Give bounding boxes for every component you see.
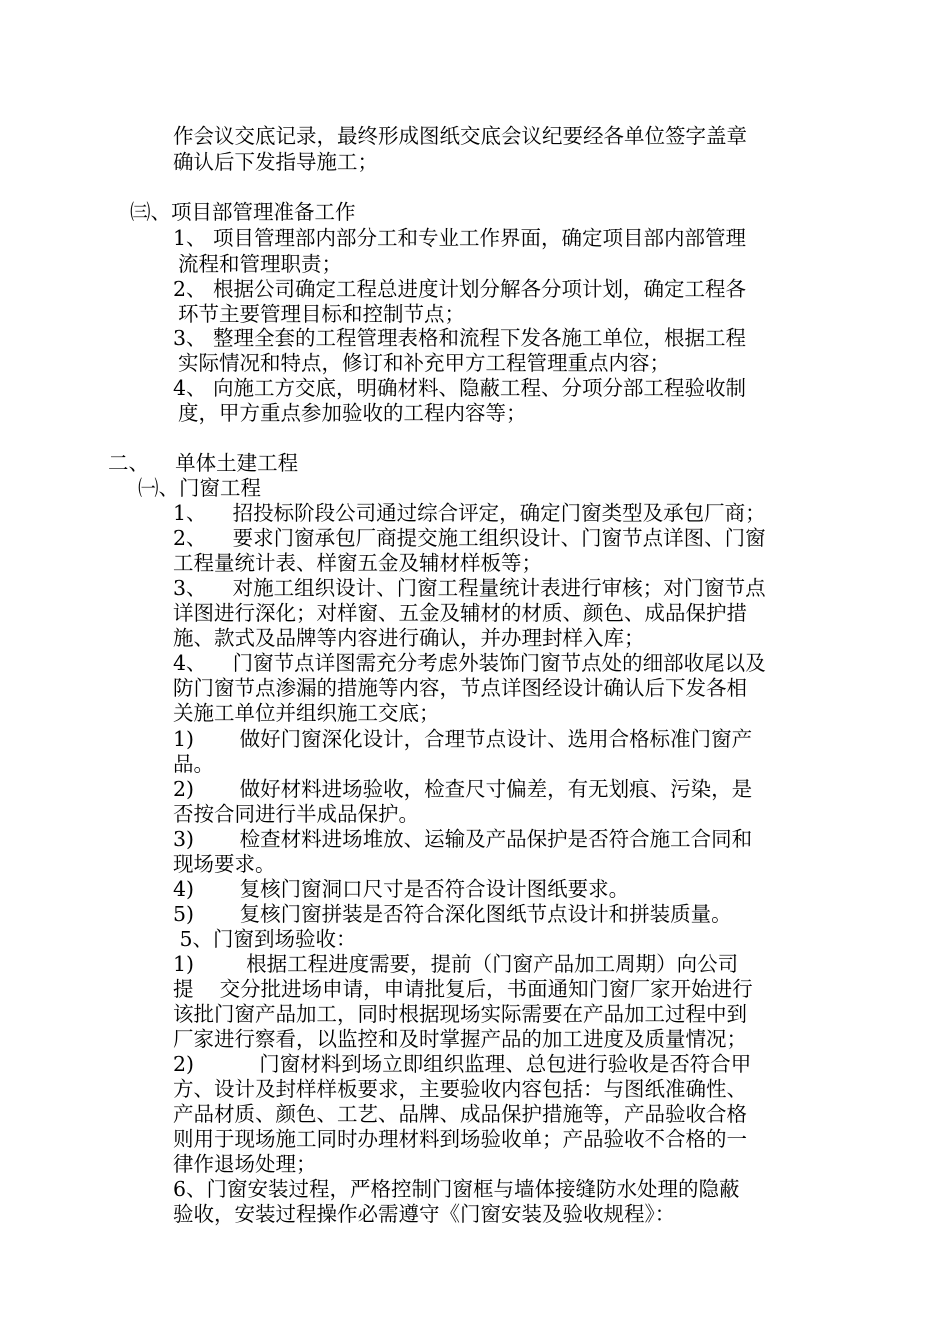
paragraph-line: 方、设计及封样样板要求，主要验收内容包括：与图纸准确性、 bbox=[173, 1077, 747, 1101]
section-heading: ㈢、项目部管理准备工作 bbox=[130, 200, 356, 224]
list-item: 2、 根据公司确定工程总进度计划分解各分项计划，确定工程各 bbox=[173, 277, 747, 301]
paragraph-line: 施、款式及品牌等内容进行确认，并办理封样入库； bbox=[173, 626, 645, 650]
chapter-heading: 二、 单体土建工程 bbox=[108, 451, 299, 475]
paragraph-line: 流程和管理职责； bbox=[178, 252, 342, 276]
paragraph-line: 则用于现场施工同时办理材料到场验收单；产品验收不合格的一 bbox=[173, 1127, 747, 1151]
list-item: 4、 向施工方交底，明确材料、隐蔽工程、分项分部工程验收制 bbox=[173, 376, 747, 400]
paragraph-line: 厂家进行察看，以监控和及时掌握产品的加工进度及质量情况； bbox=[173, 1027, 747, 1051]
paragraph-line: 否按合同进行半成品保护。 bbox=[173, 802, 419, 826]
paragraph-line: 工程量统计表、样窗五金及辅材样板等； bbox=[173, 551, 542, 575]
list-item: 3、 对施工组织设计、门窗工程量统计表进行审核；对门窗节点 bbox=[173, 576, 766, 600]
list-item: 6、门窗安装过程，严格控制门窗框与墙体接缝防水处理的隐蔽 bbox=[173, 1177, 740, 1201]
sub-list-item: 2) 做好材料进场验收，检查尺寸偏差，有无划痕、污染，是 bbox=[173, 777, 753, 801]
list-item: 5、门窗到场验收： bbox=[173, 927, 357, 951]
list-item: 4、 门窗节点详图需充分考虑外装饰门窗节点处的细部收尾以及 bbox=[173, 651, 766, 675]
paragraph-line: 现场要求。 bbox=[173, 852, 276, 876]
paragraph-line: 详图进行深化；对样窗、五金及辅材的材质、颜色、成品保护措 bbox=[173, 601, 747, 625]
paragraph-line: 关施工单位并组织施工交底； bbox=[173, 701, 440, 725]
paragraph-line: 作会议交底记录，最终形成图纸交底会议纪要经各单位签字盖章 bbox=[173, 124, 747, 148]
sub-list-item: 3) 检查材料进场堆放、运输及产品保护是否符合施工合同和 bbox=[173, 827, 753, 851]
section-heading: ㈠、门窗工程 bbox=[138, 476, 261, 500]
sub-list-item: 2) 门窗材料到场立即组织监理、总包进行验收是否符合甲 bbox=[173, 1052, 752, 1076]
sub-list-item: 1) 根据工程进度需要，提前（门窗产品加工周期）向公司 bbox=[173, 952, 739, 976]
sub-list-item: 4) 复核门窗洞口尺寸是否符合设计图纸要求。 bbox=[173, 877, 630, 901]
paragraph-line: 品。 bbox=[173, 752, 214, 776]
paragraph-line: 验收，安装过程操作必需遵守《门窗安装及验收规程》： bbox=[173, 1202, 676, 1226]
paragraph-line: 防门窗节点渗漏的措施等内容，节点详图经设计确认后下发各相 bbox=[173, 676, 747, 700]
sub-list-item: 5) 复核门窗拼装是否符合深化图纸节点设计和拼装质量。 bbox=[173, 902, 732, 926]
sub-list-item: 1) 做好门窗深化设计，合理节点设计、选用合格标准门窗产 bbox=[173, 727, 753, 751]
list-item: 3、 整理全套的工程管理表格和流程下发各施工单位，根据工程 bbox=[173, 326, 747, 350]
paragraph-line: 环节主要管理目标和控制节点； bbox=[178, 302, 465, 326]
list-item: 1、 招投标阶段公司通过综合评定，确定门窗类型及承包厂商； bbox=[173, 501, 766, 525]
paragraph-line: 产品材质、颜色、工艺、品牌、成品保护措施等，产品验收合格 bbox=[173, 1102, 747, 1126]
list-item: 2、 要求门窗承包厂商提交施工组织设计、门窗节点详图、门窗 bbox=[173, 526, 766, 550]
paragraph-line: 律作退场处理； bbox=[173, 1152, 317, 1176]
paragraph-line: 确认后下发指导施工； bbox=[173, 150, 378, 174]
paragraph-line: 度，甲方重点参加验收的工程内容等； bbox=[178, 401, 527, 425]
paragraph-line: 实际情况和特点，修订和补充甲方工程管理重点内容； bbox=[178, 351, 670, 375]
paragraph-line: 提 交分批进场申请，申请批复后，书面通知门窗厂家开始进行 bbox=[173, 977, 753, 1001]
list-item: 1、 项目管理部内部分工和专业工作界面，确定项目部内部管理 bbox=[173, 226, 747, 250]
paragraph-line: 该批门窗产品加工，同时根据现场实际需要在产品加工过程中到 bbox=[173, 1002, 747, 1026]
